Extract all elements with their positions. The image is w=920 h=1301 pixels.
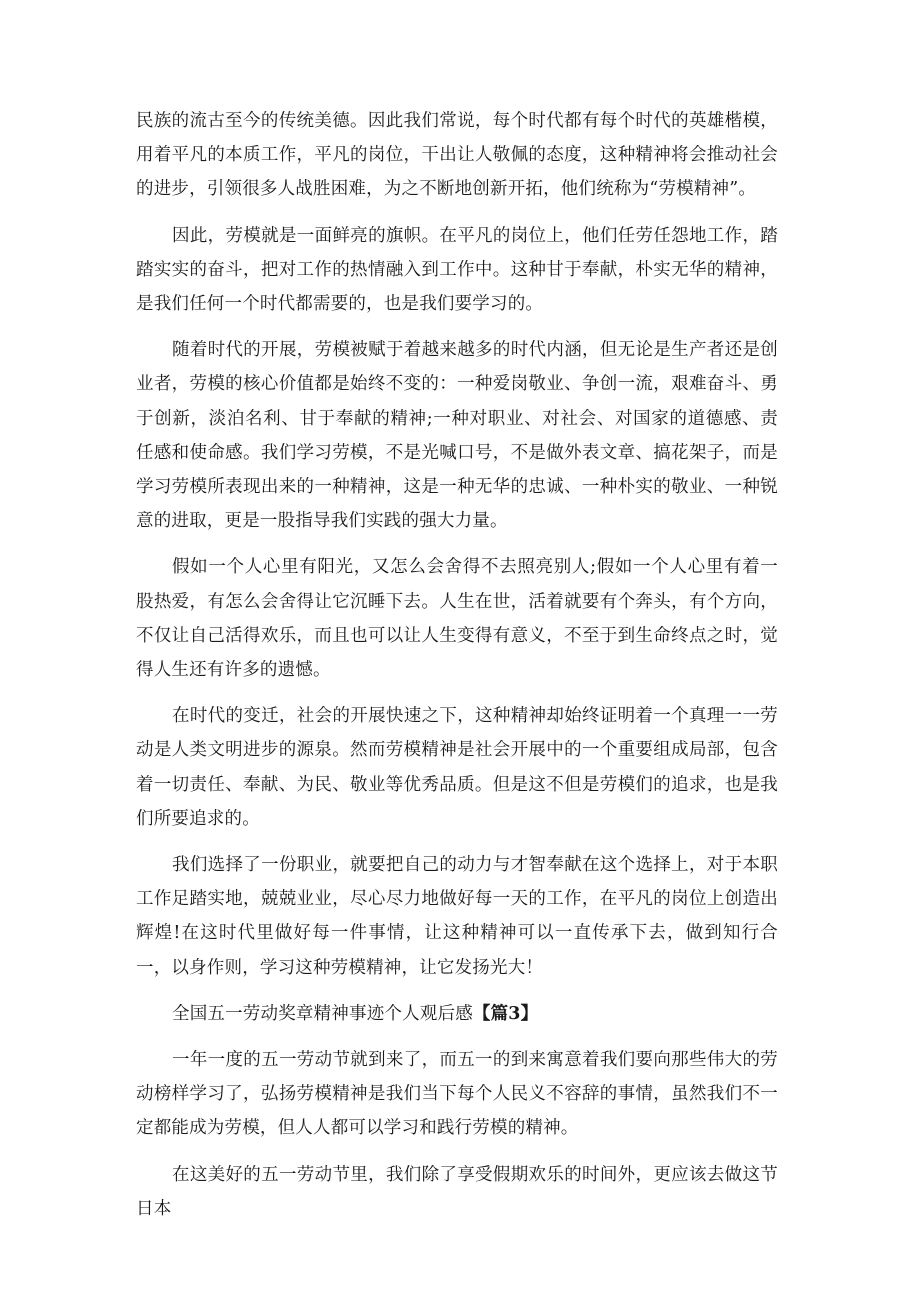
paragraph-5: 在时代的变迁，社会的开展快速之下，这种精神却始终证明着一个真理一一劳动是人类文明进步的源泉。然而劳模精神是社会开展中的一个重要组成局部，包含着一切责任、奉献、为民、敬业等优秀品质。但是这不但是劳模们的追求，也是我们所要追求的。: [136, 706, 778, 829]
paragraph-2: 因此，劳模就是一面鲜亮的旗帜。在平凡的岗位上，他们任劳任怨地工作，踏踏实实的奋斗，把对工作的热情融入到工作中。这种甘于奉献，朴实无华的精神，是我们任何一个时代都需要的，也是我们要学习的。: [136, 225, 778, 315]
section-heading: [136, 997, 778, 1031]
section-heading-tag: 【篇3】: [472, 1003, 539, 1024]
paragraph-4: 假如一个人心里有阳光，又怎么会舍得不去照亮别人;假如一个人心里有着一股热爱，有怎么会舍得让它沉睡下去。人生在世，活着就要有个奔头，有个方向，不仅让自己活得欢乐，而且也可以让人生变得有意义，不至于到生命终点之时，觉得人生还有许多的遗憾。: [136, 557, 778, 681]
section-paragraph-2: 在这美好的五一劳动节里，我们除了享受假期欢乐的时间外，更应该去做这节日本: [136, 1164, 778, 1219]
document-page: [136, 104, 778, 1238]
paragraph-6: 我们选择了一份职业，就要把自己的动力与才智奉献在这个选择上，对于本职工作足踏实地，兢兢业业，尽心尽力地做好每一天的工作，在平凡的岗位上创造出辉煌!在这时代里做好每一件事情，让这种精神可以一直传承下去，做到知行合一，以身作则，学习这种劳模精神，让它发扬光大！: [136, 855, 778, 978]
section-heading-title: 全国五一劳动奖章精神事迹个人观后感: [172, 1003, 473, 1024]
section-paragraph-1: 一年一度的五一劳动节就到来了，而五一的到来寓意着我们要向那些伟大的劳动榜样学习了，弘扬劳模精神是我们当下每个人民义不容辞的事情，虽然我们不一定都能成为劳模，但人人都可以学习和践行劳模的精神。: [136, 1050, 778, 1139]
paragraph-1: 民族的流古至今的传统美德。因此我们常说，每个时代都有每个时代的英雄楷模，用着平凡的本质工作，平凡的岗位，干出让人敬佩的态度，这种精神将会推动社会的进步，引领很多人战胜困难，为之不断地创新开拓，他们统称为“劳模精神”。: [136, 111, 778, 200]
paragraph-3: 随着时代的开展，劳模被赋于着越来越多的时代内涵，但无论是生产者还是创业者，劳模的核心价值都是始终不变的：一种爱岗敬业、争创一流，艰难奋斗、勇于创新，淡泊名利、甘于奉献的精神;一种对职业、对社会、对国家的道德感、责任感和使命感。我们学习劳模，不是光喊口号，不是做外表文章、搞花架子，而是学习劳模所表现出来的一种精神，这是一种无华的忠诚、一种朴实的敬业、一种锐意的进取，更是一股指导我们实践的强大力量。: [136, 340, 778, 532]
